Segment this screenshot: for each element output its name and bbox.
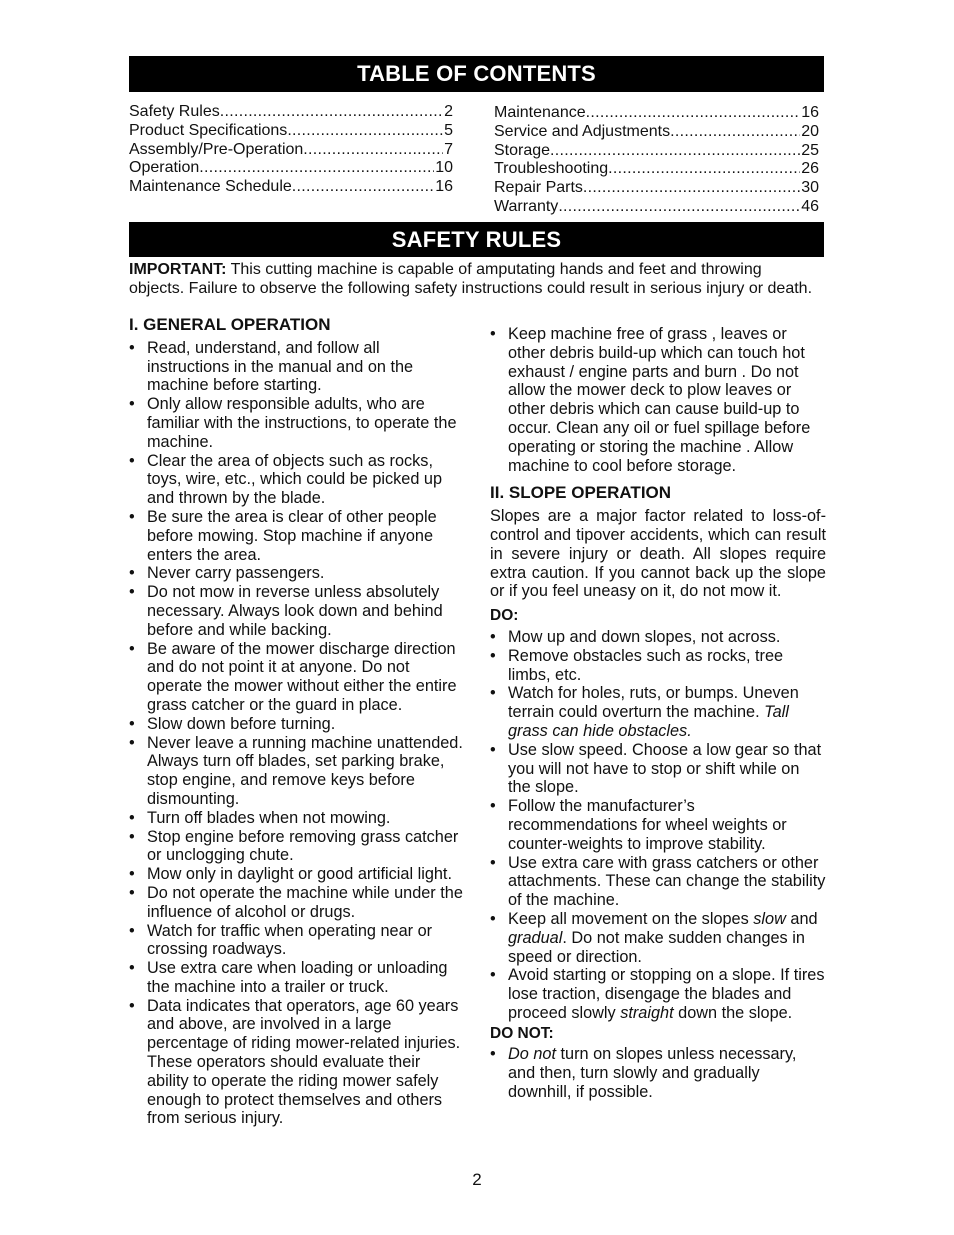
general-operation-section [129, 316, 465, 1128]
toc-title: TABLE OF CONTENTS [357, 61, 596, 86]
toc-entry[interactable]: Maintenance Schedule ..... 16 [129, 178, 453, 197]
important-text: This cutting machine is capable of amputating hands and feet and throwing objects. Failure to observe the following safety instructions could result in serious injury or death. [129, 261, 813, 297]
slope-intro: Slopes are a major factor related to loss-of-control and tipover accidents, which can result in severe injury or death. All slopes require extra caution. If you cannot back up the slope or if you feel uneasy on it, do not mow it. [490, 507, 826, 601]
list-item: • Data indicates that operators, age 60 years and above, are involved in a large percentage of riding mower-related injuries. These operators should evaluate their ability to operate the riding mower safely enough to protect themselves and others from serious injury. [129, 997, 465, 1129]
list-item: • Watch for traffic when operating near or crossing roadways. [129, 922, 465, 960]
list-item: • Avoid starting or stopping on a slope. If tires lose traction, disengage the blades and proceed slowly straight down the slope. [490, 966, 826, 1022]
important-label: IMPORTANT: [129, 261, 227, 278]
toc-right-column [494, 104, 819, 217]
toc-entry[interactable]: Assembly/Pre-Operation ..... 7 [129, 141, 453, 160]
toc-entry[interactable]: Safety Rules ..... 2 [129, 103, 453, 122]
list-item: • Never leave a running machine unattended. Always turn off blades, set parking brake, stop engine, and remove keys before dismounting. [129, 734, 465, 809]
list-item: • Never carry passengers. [129, 564, 465, 583]
toc-title-bar [129, 56, 824, 92]
page-number: 2 [472, 1170, 482, 1189]
list-item: • Use extra care when loading or unloading the machine into a trailer or truck. [129, 959, 465, 997]
important-notice [129, 261, 819, 298]
right-column [490, 325, 826, 1102]
safety-title: SAFETY RULES [391, 226, 562, 252]
list-item: • Do not turn on slopes unless necessary, and then, turn slowly and gradually downhill, if possible. [490, 1045, 826, 1101]
general-operation-heading: I. GENERAL OPERATION [129, 315, 331, 334]
list-item: • Follow the manufacturer’s recommendations for wheel weights or counter-weights to improve stability. [490, 797, 826, 853]
toc-entry[interactable]: Operation ..... 10 [129, 159, 453, 178]
toc-entry[interactable]: Troubleshooting ..... 26 [494, 160, 819, 179]
general-operation-list [129, 339, 465, 1128]
list-item: • Clear the area of objects such as rocks, toys, wire, etc., which could be picked up and thrown by the blade. [129, 452, 465, 508]
list-item: • Be aware of the mower discharge direction and do not point it at anyone. Do not operate the mower without either the entire grass catcher or the guard in place. [129, 640, 465, 715]
list-item: • Be sure the area is clear of other people before mowing. Stop machine if anyone enters the area. [129, 508, 465, 564]
list-item: • Stop engine before removing grass catcher or unclogging chute. [129, 828, 465, 866]
list-item: • Do not mow in reverse unless absolutely necessary. Always look down and behind before and while backing. [129, 583, 465, 639]
do-not-list [490, 1045, 826, 1101]
list-item: • Keep all movement on the slopes slow and gradual. Do not make sudden changes in speed or direction. [490, 910, 826, 966]
toc-entry[interactable]: Product Specifications ..... 5 [129, 122, 453, 141]
toc-entry[interactable]: Maintenance ..... 16 [494, 104, 819, 123]
safety-title-bar [129, 222, 824, 257]
slope-operation-heading: II. SLOPE OPERATION [490, 483, 672, 503]
do-list [490, 628, 826, 1023]
list-item: • Use extra care with grass catchers or other attachments. These can change the stability of the machine. [490, 854, 826, 910]
list-item: • Turn off blades when not mowing. [129, 809, 465, 828]
general-operation-list-continued [490, 325, 826, 475]
toc-entry[interactable]: Storage ..... 25 [494, 142, 819, 161]
list-item: • Read, understand, and follow all instructions in the manual and on the machine before starting. [129, 339, 465, 395]
list-item: • Watch for holes, ruts, or bumps. Uneven terrain could overturn the machine. Tall grass can hide obstacles. [490, 684, 826, 740]
list-item: • Do not operate the machine while under the influence of alcohol or drugs. [129, 884, 465, 922]
toc-entry[interactable]: Service and Adjustments ..... 20 [494, 123, 819, 142]
do-not-label: DO NOT: [490, 1024, 554, 1042]
toc-left-column [129, 103, 453, 197]
list-item: • Keep machine free of grass , leaves or other debris build-up which can touch hot exhaust / engine parts and burn . Do not allow the mower deck to plow leaves or other debris which can cause build-up to occur. Clean any oil or fuel spillage before operating or storing the machine . Allow machine to cool before storage. [490, 325, 826, 475]
list-item: • Mow up and down slopes, not across. [490, 628, 826, 647]
do-label: DO: [490, 607, 519, 625]
list-item: • Use slow speed. Choose a low gear so that you will not have to stop or shift while on the slope. [490, 741, 826, 797]
list-item: • Only allow responsible adults, who are familiar with the instructions, to operate the machine. [129, 395, 465, 451]
list-item: • Slow down before turning. [129, 715, 465, 734]
list-item: • Remove obstacles such as rocks, tree limbs, etc. [490, 647, 826, 685]
toc-entry[interactable]: Repair Parts ..... 30 [494, 179, 819, 198]
list-item: • Mow only in daylight or good artificial light. [129, 865, 465, 884]
toc-entry[interactable]: Warranty ..... 46 [494, 198, 819, 217]
